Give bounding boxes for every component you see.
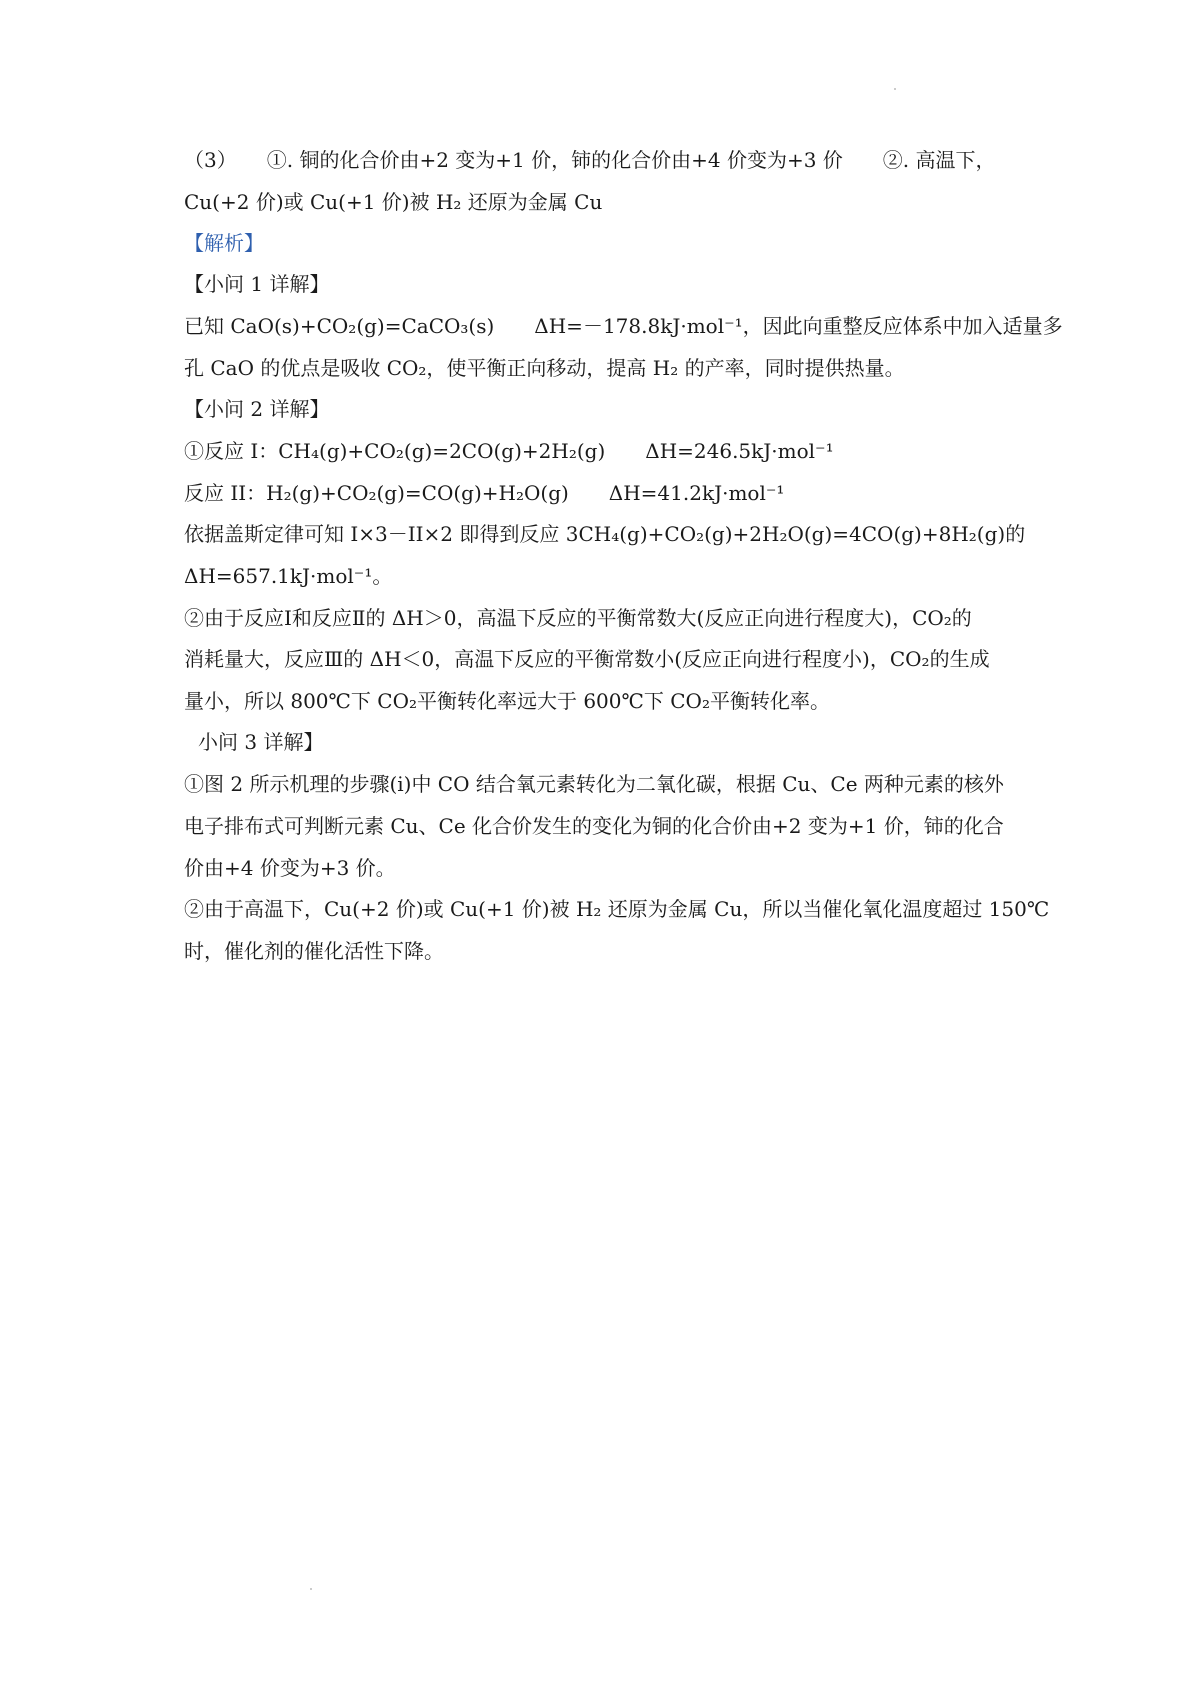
q3-heading: 小问 3 详解】 [198, 730, 324, 754]
q2-line-6: 消耗量大，反应Ⅲ的 ΔH＜0，高温下反应的平衡常数小(反应正向进行程度小)，CO₂的生成 [184, 647, 990, 671]
scan-dot [310, 1588, 312, 1590]
q1-line-1: 已知 CaO(s)+CO₂(g)=CaCO₃(s) ΔH=－178.8kJ·mol⁻¹，因此向重整反应体系中加入适量多 [184, 314, 1063, 338]
q2-line-5: ②由于反应Ⅰ和反应Ⅱ的 ΔH＞0，高温下反应的平衡常数大(反应正向进行程度大)，CO₂的 [184, 606, 972, 630]
answer-line-2: Cu(+2 价)或 Cu(+1 价)被 H₂ 还原为金属 Cu [184, 190, 603, 214]
q1-heading: 【小问 1 详解】 [184, 272, 330, 296]
q2-line-3: 依据盖斯定律可知 I×3－II×2 即得到反应 3CH₄(g)+CO₂(g)+2H₂O(g)=4CO(g)+8H₂(g)的 [184, 522, 1026, 546]
answer-line-1: （3） ①. 铜的化合价由+2 变为+1 价，铈的化合价由+4 价变为+3 价 ②. 高温下， [184, 148, 996, 172]
q2-line-7: 量小，所以 800℃下 CO₂平衡转化率远大于 600℃下 CO₂平衡转化率。 [184, 689, 830, 713]
q3-line-4: ②由于高温下，Cu(+2 价)或 Cu(+1 价)被 H₂ 还原为金属 Cu，所以当催化氧化温度超过 150℃ [184, 897, 1050, 921]
q2-line-2: 反应 II：H₂(g)+CO₂(g)=CO(g)+H₂O(g) ΔH=41.2kJ·mol⁻¹ [184, 481, 785, 505]
q3-line-1: ①图 2 所示机理的步骤(i)中 CO 结合氧元素转化为二氧化碳，根据 Cu、Ce 两种元素的核外 [184, 772, 1004, 796]
q2-heading: 【小问 2 详解】 [184, 397, 330, 421]
q2-line-4: ΔH=657.1kJ·mol⁻¹。 [184, 564, 393, 588]
scan-dot [894, 88, 896, 90]
q1-line-2: 孔 CaO 的优点是吸收 CO₂，使平衡正向移动，提高 H₂ 的产率，同时提供热量。 [184, 356, 905, 380]
q3-line-3: 价由+4 价变为+3 价。 [184, 856, 396, 880]
q3-line-5: 时，催化剂的催化活性下降。 [184, 939, 444, 963]
analysis-heading: 【解析】 [184, 231, 264, 255]
q3-line-2: 电子排布式可判断元素 Cu、Ce 化合价发生的变化为铜的化合价由+2 变为+1 价，铈的化合 [184, 814, 1004, 838]
q2-line-1: ①反应 I：CH₄(g)+CO₂(g)=2CO(g)+2H₂(g) ΔH=246.5kJ·mol⁻¹ [184, 439, 834, 463]
